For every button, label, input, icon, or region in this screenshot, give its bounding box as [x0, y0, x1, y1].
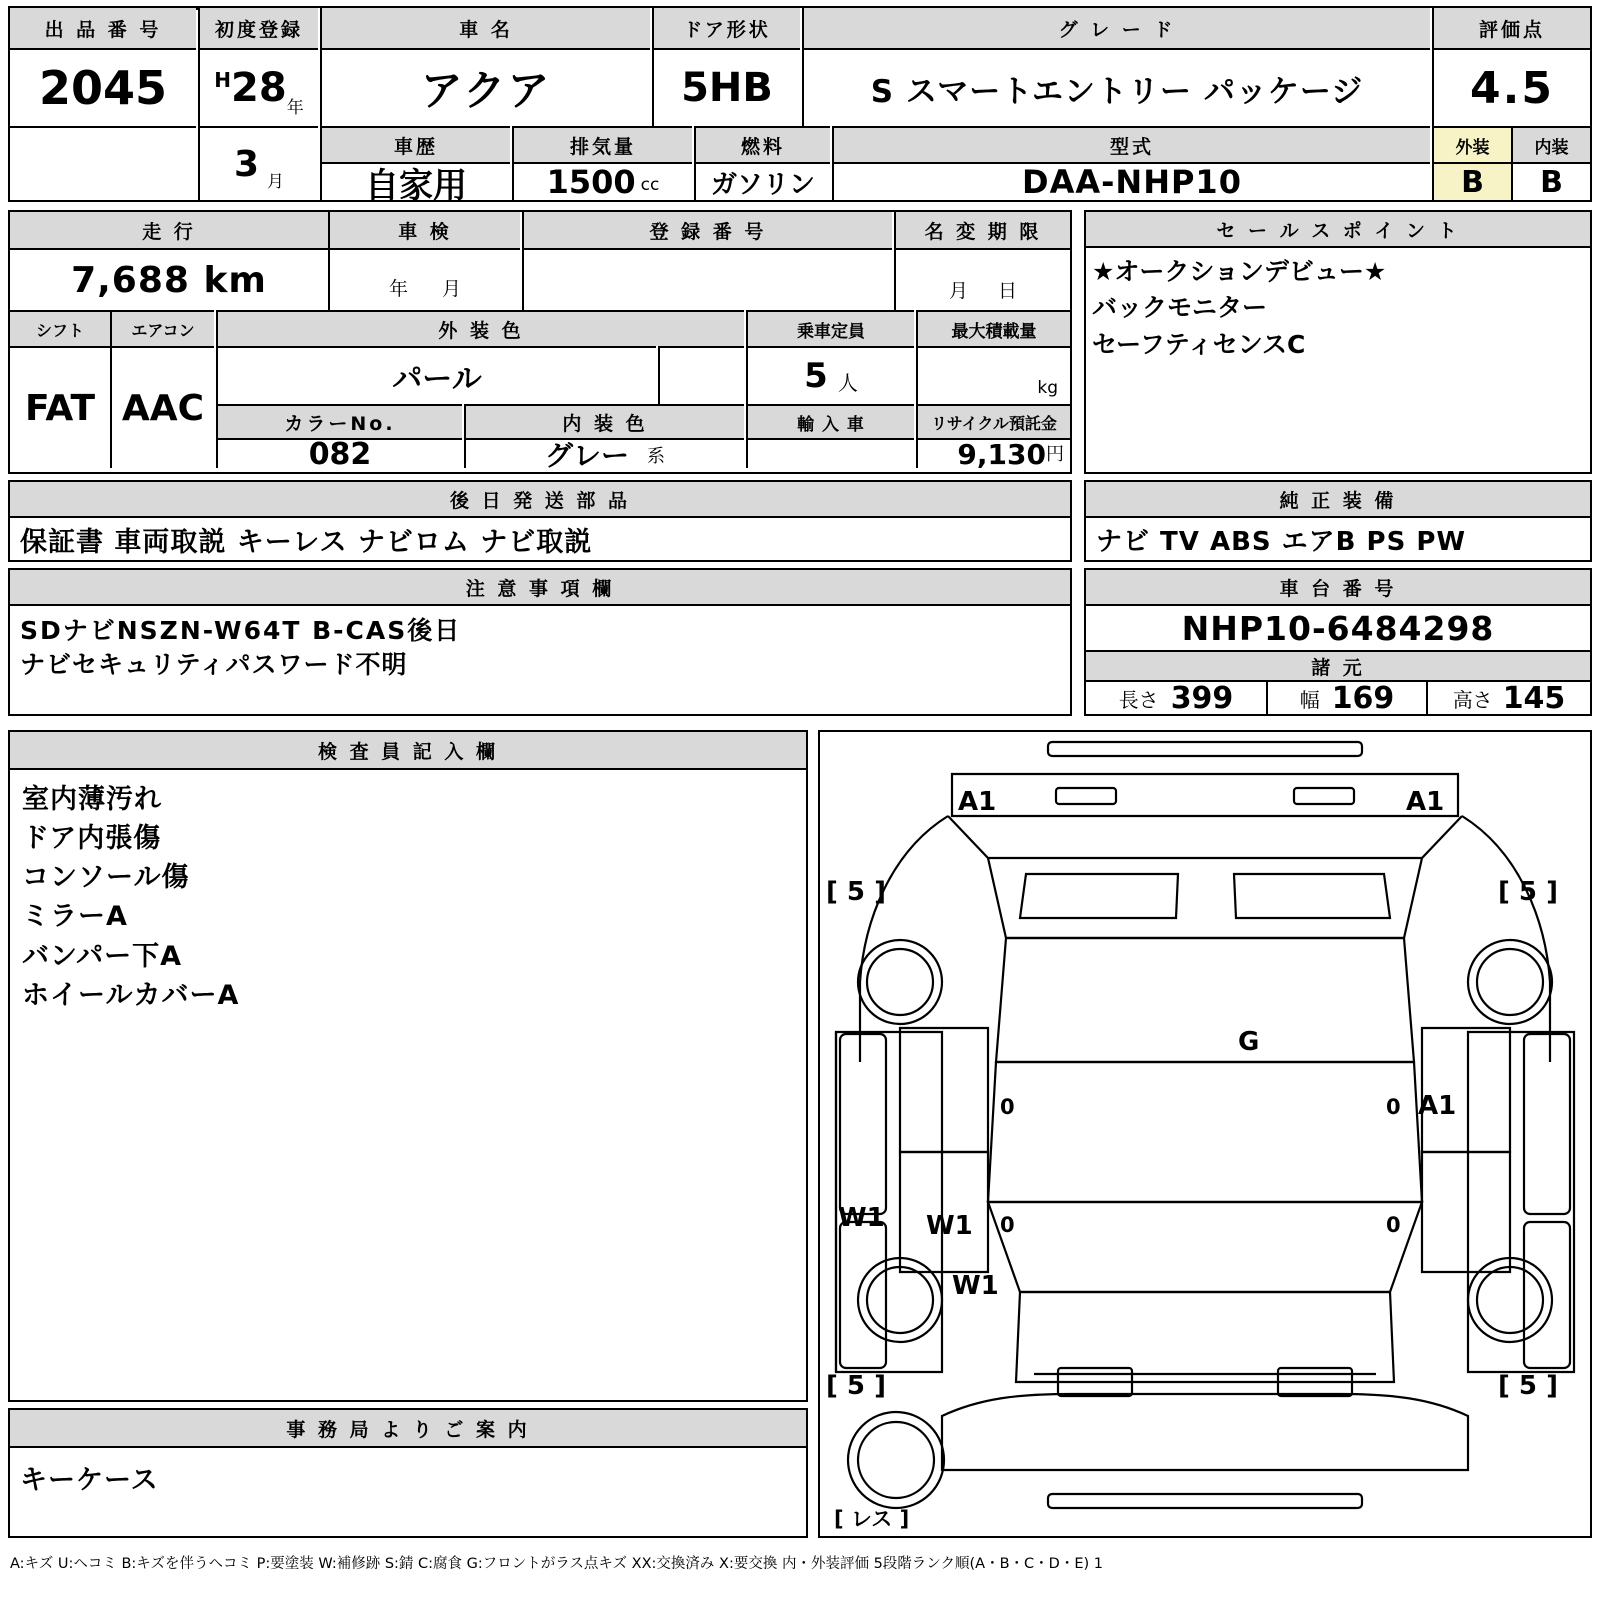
year-unit: 年 — [286, 98, 304, 118]
first-registration-month — [198, 126, 318, 200]
displacement-unit: cc — [640, 175, 660, 195]
model-code-text: DAA-NHP10 — [1022, 163, 1242, 201]
length-value: 399 — [1170, 680, 1234, 716]
lot-number-spacer — [10, 126, 196, 200]
genuine-equipment-value — [1086, 516, 1590, 560]
first-registration-value — [198, 48, 318, 126]
vehicle-diagram-block — [818, 730, 1592, 1538]
lot-number-text: 2045 — [38, 61, 168, 115]
inspector-line-2: ドア内張傷 — [22, 823, 162, 855]
mark-left-upper-5: [ 5 ] — [826, 877, 886, 907]
month-unit: 月 — [267, 172, 285, 192]
exterior-grade-label: 外装 — [1432, 126, 1511, 162]
mark-front-left-corner: A1 — [958, 787, 997, 817]
month-text: 3 — [233, 143, 260, 185]
registration-number-label: 登 録 番 号 — [522, 212, 892, 248]
name-change-value — [894, 248, 1070, 310]
interior-grade-value — [1511, 162, 1590, 200]
mark-left-zero-1: 0 — [1000, 1095, 1015, 1119]
spec-block — [8, 210, 1072, 474]
recycle-label: リサイクル預託金 — [916, 404, 1070, 438]
chassis-text: NHP10-6484298 — [1181, 608, 1495, 648]
later-parts-block — [8, 480, 1072, 562]
score-label: 評価点 — [1432, 8, 1590, 48]
mark-spare-res: [ レス ] — [834, 1507, 910, 1531]
first-registration-label: 初度登録 — [198, 8, 318, 48]
office-notice-block — [8, 1408, 808, 1538]
mileage-text: 7,688 km — [71, 259, 267, 301]
aircon-value — [110, 346, 214, 468]
era-text: H — [214, 68, 232, 92]
color-number-label: カラーNo. — [216, 404, 462, 438]
notes-line-1: SDナビNSZN-W64T B-CAS後日 — [20, 616, 462, 645]
header-block — [8, 6, 1592, 206]
name-change-label: 名 変 期 限 — [894, 212, 1070, 248]
sales-point-block — [1084, 210, 1592, 474]
exterior-color-value — [216, 346, 656, 404]
legend-text: A:キズ U:ヘコミ B:キズを伴うヘコミ P:要塗装 W:補修跡 S:錆 C:腐食 G:フロントがラス点キズ XX:交換済み X:要交換 内・外装評価 5段階ランク順(A・B・C・D・E) 1 — [10, 1556, 1103, 1572]
score-value — [1432, 48, 1590, 126]
interior-color-suffix: 系 — [647, 446, 665, 467]
inspector-body — [10, 768, 806, 1400]
lot-number-label: 出 品 番 号 — [10, 8, 196, 48]
displacement-label: 排気量 — [512, 126, 692, 162]
length-label: 長さ — [1118, 687, 1159, 712]
width-cell — [1266, 680, 1426, 714]
chassis-value — [1086, 604, 1590, 650]
fuel-text: ガソリン — [710, 169, 815, 200]
mark-left-door-w1: W1 — [926, 1211, 973, 1241]
year-text: 28 — [231, 65, 287, 111]
width-label: 幅 — [1299, 687, 1320, 712]
mark-left-rear-w1: W1 — [952, 1271, 999, 1301]
office-notice-text: キーケース — [20, 1465, 159, 1496]
name-change-day: 日 — [998, 279, 1018, 302]
model-code-value — [832, 162, 1430, 200]
car-name-text: アクア — [420, 66, 552, 115]
displacement-text: 1500 — [546, 163, 636, 201]
capacity-unit: 人 — [837, 371, 858, 395]
later-parts-text: 保証書 車両取説 キーレス ナビロム ナビ取説 — [20, 526, 593, 558]
import-label: 輸 入 車 — [746, 404, 914, 438]
chassis-title: 車 台 番 号 — [1086, 570, 1590, 604]
color-number-value — [216, 436, 462, 472]
door-shape-label: ドア形状 — [652, 8, 800, 48]
capacity-value — [746, 346, 914, 404]
lot-number-value — [10, 48, 196, 126]
car-history-value — [320, 162, 510, 206]
mark-glass-g: G — [1238, 1027, 1260, 1057]
grade-text: S スマートエントリー パッケージ — [870, 73, 1364, 110]
exterior-grade-value — [1432, 162, 1511, 200]
inspection-value — [328, 248, 520, 310]
exterior-color-extra — [658, 346, 744, 404]
mileage-value — [10, 248, 328, 310]
interior-color-value — [464, 438, 744, 472]
mark-left-rocker-w1: W1 — [838, 1203, 885, 1233]
sales-point-line-1: ★オークションデビュー★ — [1092, 257, 1387, 286]
score-text: 4.5 — [1470, 62, 1554, 114]
mark-right-upper-5: [ 5 ] — [1498, 877, 1558, 907]
fuel-label: 燃料 — [694, 126, 830, 162]
recycle-unit: 円 — [1046, 444, 1064, 465]
displacement-value — [512, 162, 692, 200]
inspection-year-unit: 年 — [388, 277, 408, 300]
capacity-text: 5 — [804, 356, 828, 396]
name-change-month: 月 — [948, 279, 968, 302]
recycle-text: 9,130 — [957, 437, 1046, 471]
inspection-month-unit: 月 — [442, 277, 462, 300]
inspector-block — [8, 730, 808, 1402]
later-parts-title: 後 日 発 送 部 品 — [10, 482, 1070, 516]
exterior-grade-text: B — [1461, 164, 1484, 200]
exterior-color-text: パール — [392, 362, 482, 397]
inspector-line-1: 室内薄汚れ — [22, 784, 162, 815]
dimensions-title: 諸 元 — [1086, 650, 1590, 680]
length-cell — [1086, 680, 1266, 714]
mark-right-zero-2: 0 — [1386, 1213, 1401, 1237]
grade-label: グ レ ー ド — [802, 8, 1430, 48]
sales-point-title: セ ー ル ス ポ イ ン ト — [1086, 212, 1590, 246]
interior-color-text: グレー — [544, 439, 629, 472]
chassis-block — [1084, 568, 1592, 716]
inspector-line-5: バンパー下A — [22, 940, 183, 972]
max-load-label: 最大積載量 — [916, 310, 1070, 346]
model-code-label: 型式 — [832, 126, 1430, 162]
interior-color-label: 内 装 色 — [464, 404, 744, 438]
shift-text: FAT — [24, 387, 96, 429]
door-shape-value — [652, 48, 800, 126]
shift-value — [10, 346, 110, 468]
recycle-value — [916, 437, 1070, 471]
later-parts-value — [10, 516, 1070, 560]
notes-body — [10, 604, 1070, 714]
door-shape-text: 5HB — [681, 65, 773, 111]
height-cell — [1426, 680, 1590, 714]
mark-right-zero-1: 0 — [1386, 1095, 1401, 1119]
height-value: 145 — [1502, 680, 1566, 716]
interior-grade-label: 内装 — [1511, 126, 1590, 162]
sales-point-line-3: セーフティセンスC — [1092, 329, 1306, 359]
fuel-value — [694, 162, 830, 200]
inspector-line-4: ミラーA — [22, 901, 128, 933]
office-notice-value — [10, 1446, 806, 1536]
sales-point-body — [1086, 246, 1590, 472]
max-load-value — [916, 346, 1070, 404]
width-value: 169 — [1331, 680, 1395, 716]
car-name-value — [320, 48, 650, 126]
genuine-equipment-text: ナビ TV ABS エアB PS PW — [1096, 526, 1467, 557]
import-value — [746, 438, 914, 468]
aircon-text: AAC — [121, 387, 205, 429]
mark-front-right-corner: A1 — [1406, 787, 1445, 817]
auction-sheet — [8, 6, 1592, 1594]
inspector-line-3: コンソール傷 — [22, 862, 190, 894]
exterior-color-label: 外 装 色 — [216, 310, 744, 346]
grade-value — [802, 48, 1430, 126]
notes-block — [8, 568, 1072, 716]
inspector-title: 検 査 員 記 入 欄 — [10, 732, 806, 768]
interior-grade-text: B — [1540, 164, 1563, 200]
color-number-text: 082 — [308, 436, 372, 472]
inspector-line-6: ホイールカバーA — [22, 979, 240, 1011]
vehicle-diagram — [820, 732, 1590, 1536]
capacity-label: 乗車定員 — [746, 310, 914, 346]
legend — [10, 1552, 1594, 1573]
mark-right-door-a1: A1 — [1418, 1091, 1457, 1121]
aircon-label: エアコン — [110, 310, 214, 346]
height-label: 高さ — [1452, 687, 1493, 712]
mark-left-lower-5: [ 5 ] — [826, 1371, 886, 1401]
notes-title: 注 意 事 項 欄 — [10, 570, 1070, 604]
mark-right-lower-5: [ 5 ] — [1498, 1371, 1558, 1401]
shift-label: シフト — [10, 310, 110, 346]
sales-point-line-2: バックモニター — [1092, 293, 1268, 323]
car-name-label: 車 名 — [320, 8, 650, 48]
genuine-equipment-block — [1084, 480, 1592, 562]
registration-number-value — [522, 248, 892, 310]
max-load-unit: kg — [1037, 378, 1058, 398]
car-history-label: 車歴 — [320, 126, 510, 162]
mileage-label: 走 行 — [10, 212, 328, 248]
car-history-text: 自家用 — [365, 165, 467, 206]
notes-line-2: ナビセキュリティパスワード不明 — [20, 649, 408, 679]
office-notice-title: 事 務 局 よ り ご 案 内 — [10, 1410, 806, 1446]
mark-left-zero-2: 0 — [1000, 1213, 1015, 1237]
genuine-equipment-title: 純 正 装 備 — [1086, 482, 1590, 516]
inspection-label: 車 検 — [328, 212, 520, 248]
